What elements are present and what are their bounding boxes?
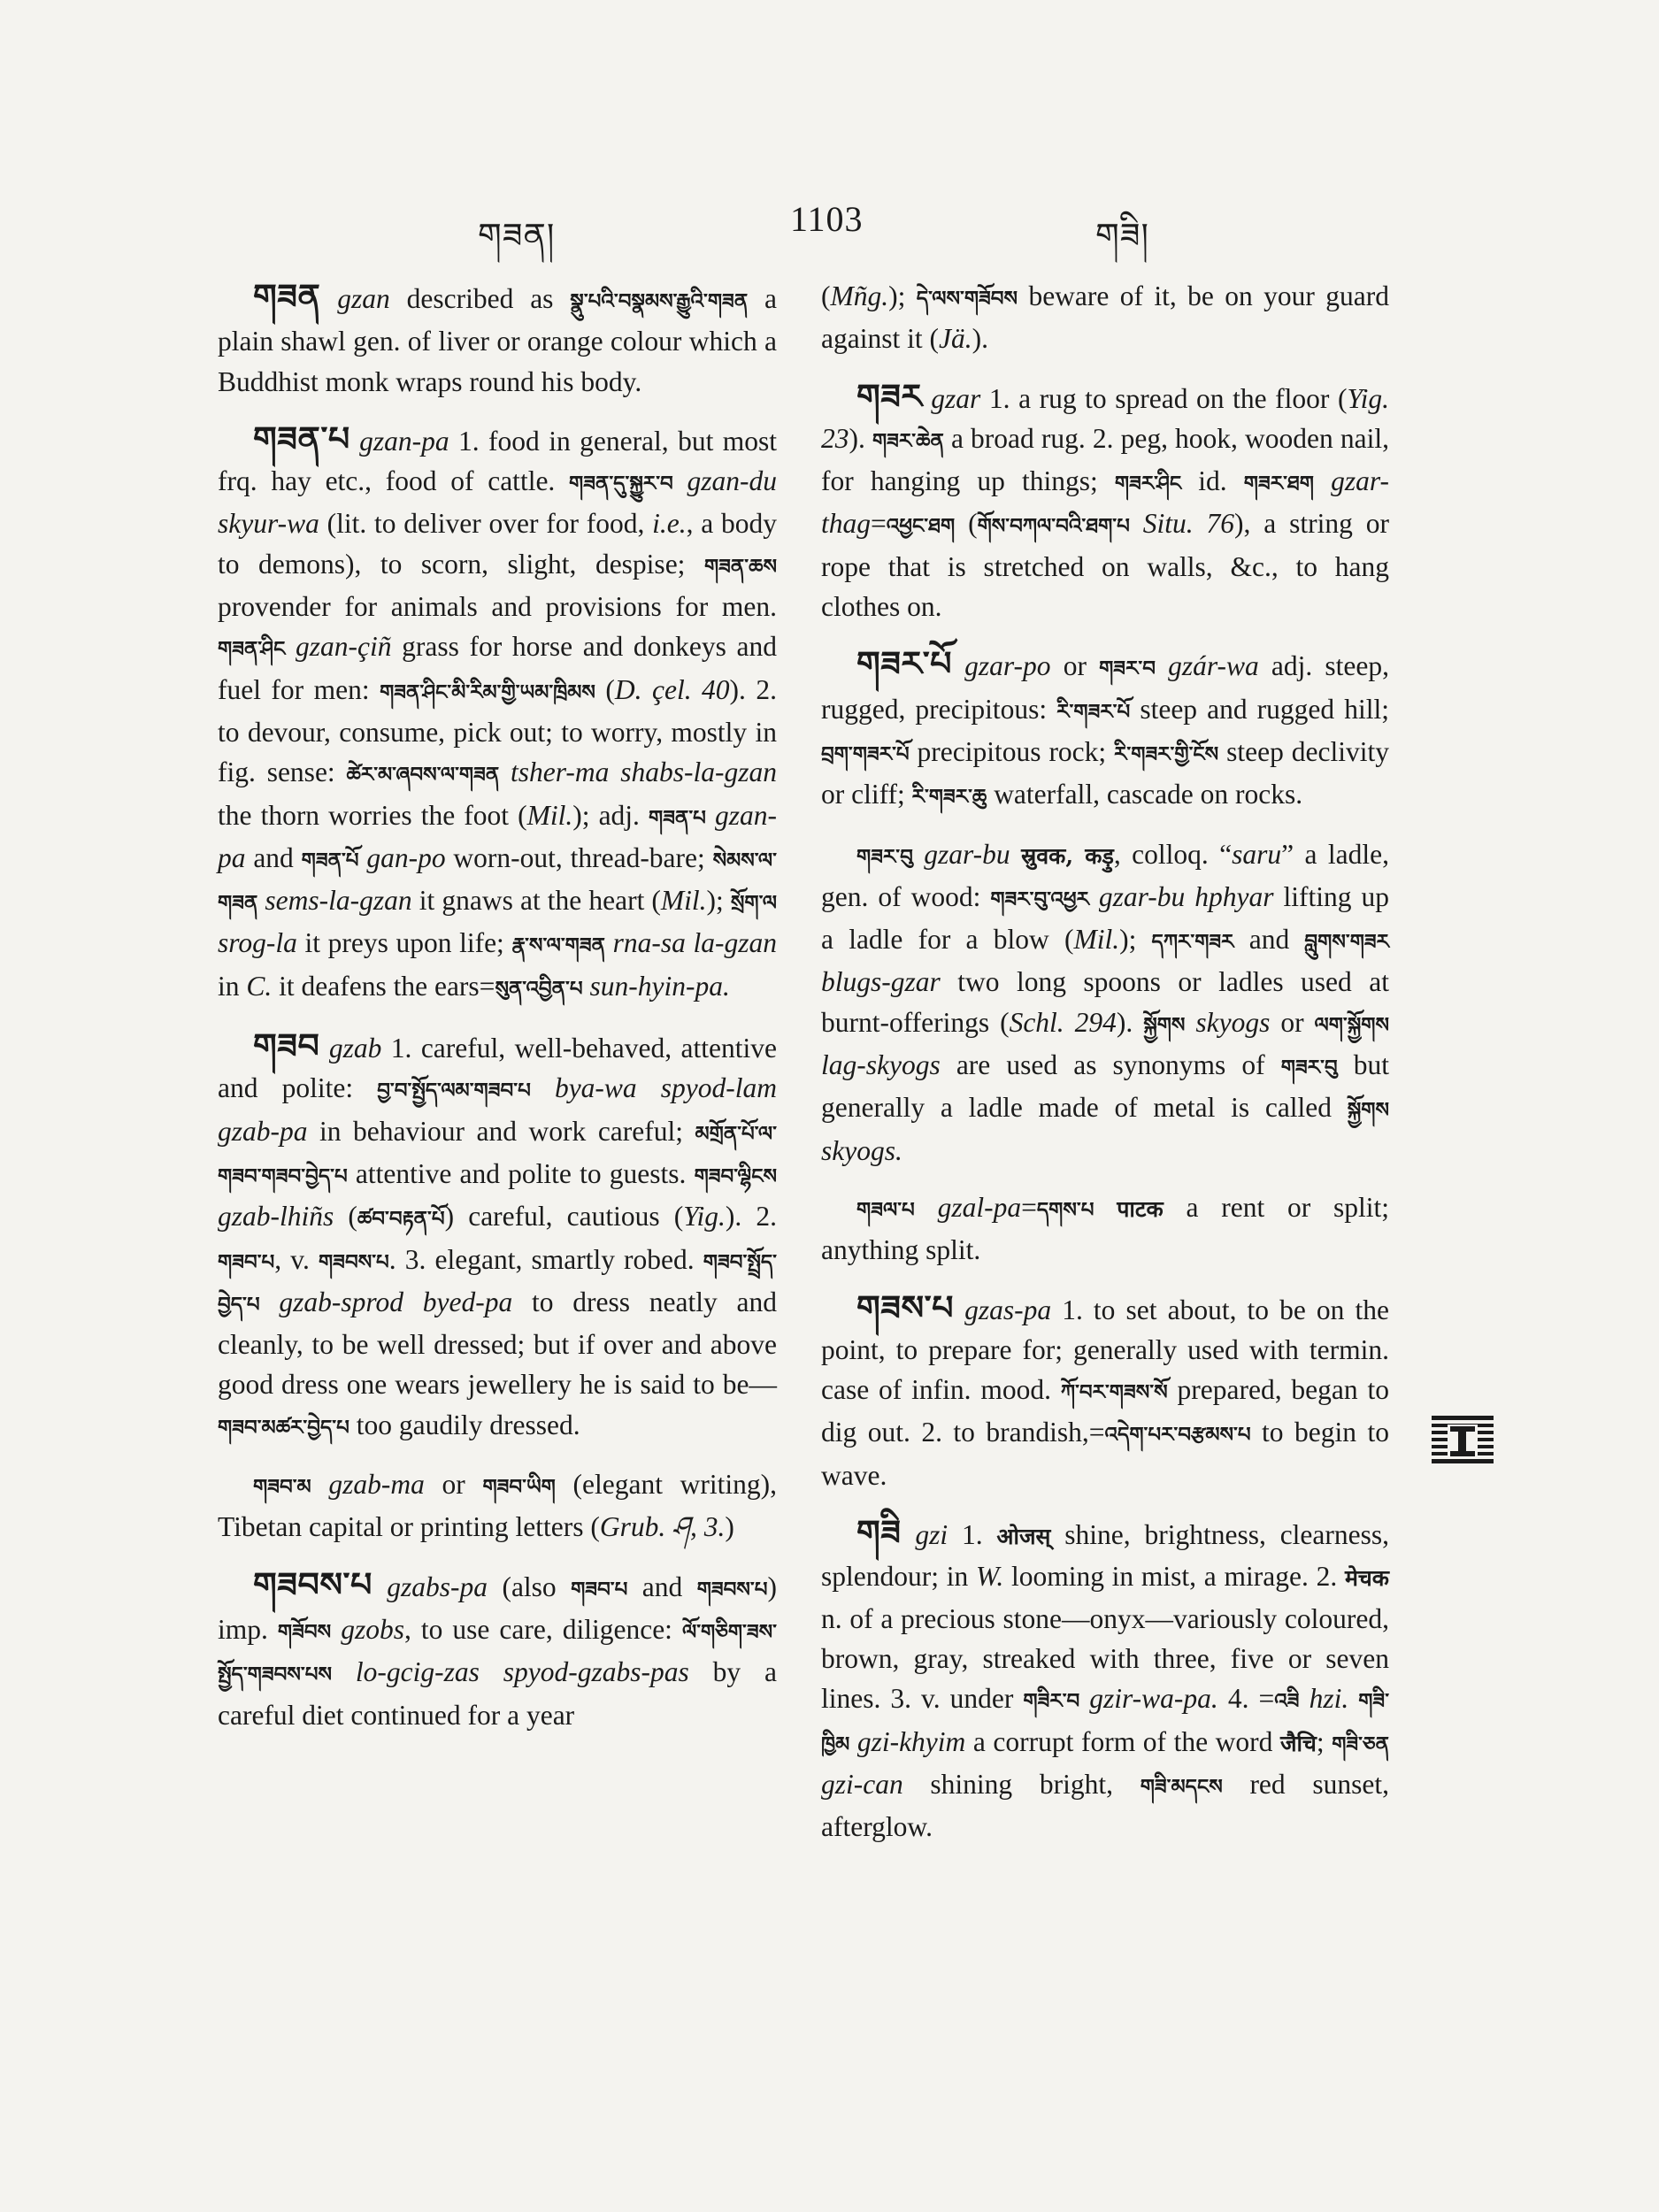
entry-text: grass for horse and donkeys and fuel for men: [218,631,778,705]
entry-text: ( [334,1201,357,1233]
entry-tibetan-text: ཀོ་བར་གཟས་སོ [1060,1380,1168,1405]
entry-text [954,1294,964,1325]
entry-tibetan-text: ཚབ་བརྟན་པོ [357,1207,445,1232]
entry-transliteration: srog-la [218,927,297,959]
entry-text [1094,1192,1117,1223]
entry-text [1010,839,1021,870]
dictionary-entry [821,1187,1389,1271]
entry-transliteration: i.e. [652,508,687,540]
entry-headword: གཟི [856,1512,902,1553]
entry-citation: Mñg. [830,280,889,311]
entry-tibetan-text: གཟན་པོ [301,848,359,872]
entry-text: and [245,841,302,873]
entry-text: , a body to demons), to scorn, slight, despise; [218,508,777,580]
entry-text [915,1192,938,1223]
entry-tibetan-text: རི་གཟར་གྱི་ངོས [1114,741,1219,766]
entry-tibetan-text: གཟབ་སྤྲོད་བྱེད་པ [218,1249,777,1317]
entry-headword: གཟས་པ [856,1286,955,1327]
entry-transliteration: gzan [337,283,390,314]
entry-tibetan-text: གཟབ་ཡིག [482,1475,556,1500]
entry-text: to dress neatly and cleanly, to be well dressed; but if over and above good dress one wears jewellery he is said to be— [218,1286,778,1401]
entry-text [952,650,964,681]
entry-tibetan-text: གཟབ་མ [253,1475,311,1500]
entry-text [311,1469,329,1500]
entry-tibetan-text: གཟབ་པ [571,1577,628,1601]
entry-text [1314,465,1331,496]
entry-text: lifting up a ladle for a blow ( [821,880,1389,956]
entry-transliteration: gzi-khyim [856,1725,966,1757]
entry-text: are used as synonyms of [940,1049,1281,1081]
dictionary-entry [821,1512,1389,1847]
entry-transliteration: gzi-can [821,1768,903,1800]
entry-transliteration: rna-sa la-gzan [612,927,778,959]
entry-text: shine, brightness, clearness, splendour; in [821,1519,1390,1593]
entry-tibetan-text: གཟན་ཤིང་མི་རིམ་གྱི་ཡམ་ཁྲིམས [380,680,595,704]
entry-text [531,1072,555,1103]
entry-transliteration: lag-skyogs [821,1049,941,1081]
entry-text: (elegant writing), Tibetan capital or printing letters ( [218,1469,778,1543]
entry-tibetan-text: གཟར་བུ [856,844,913,869]
entry-text: a broad rug. 2. peg, hook, wooden nail, for hanging up things; [821,422,1389,497]
entry-transliteration: sun-hyin-pa. [589,970,730,1002]
entry-tibetan-text: རྣ་ས་ལ་གཟན [511,933,605,958]
entry-transliteration: gzir-wa-pa. [1089,1683,1218,1715]
entry-tibetan-text: སྐྱོགས [1143,1012,1186,1037]
entry-citation: Yig. 23 [821,382,1390,454]
entry-text [1156,650,1168,681]
entry-tibetan-text: རི་གཟར་ཆུ [911,785,987,810]
entry-citation: W. [975,1561,1004,1593]
entry-text: or [1050,650,1100,682]
entry-text [320,283,337,314]
entry-transliteration: gzan-du skyur-wa [218,465,778,540]
entry-devanagari-text: पाटक [1117,1195,1164,1222]
entry-text: it deafens the ears= [272,970,495,1002]
entry-transliteration: gzan-pa [218,799,777,873]
entry-tibetan-text: དེ་ལས་གཟོབས [916,287,1018,311]
dictionary-entry [821,834,1389,1171]
running-head-right: གཟི། [1095,216,1149,255]
entry-citation: Situ. 76 [1142,508,1235,540]
entry-text: precipitous rock; [909,735,1115,767]
entry-transliteration: gzal-pa [937,1191,1022,1223]
entry-text: = [1021,1191,1037,1223]
entry-tibetan-text: ལོ་གཅིག་ཟས་སྤྱོད་གཟབས་པས [218,1619,777,1687]
entry-text: = [871,508,887,540]
dictionary-entry [821,376,1389,627]
entry-transliteration: gan-po [366,841,446,873]
entry-transliteration: sems-la-gzan [265,885,412,917]
entry-transliteration: bya-wa spyod-lam gzab-pa [218,1072,777,1147]
left-column [218,276,777,1752]
entry-tibetan-text: གཟི་ཅན [1332,1732,1389,1756]
entry-transliteration: gzab [328,1033,382,1064]
entry-transliteration: gzar-po [964,650,1051,682]
entry-devanagari-text: मेचक [1344,1565,1389,1592]
entry-text: waterfall, cascade on rocks. [987,779,1303,810]
entry-transliteration: gzar-bu hphyar [1098,880,1274,912]
entry-text: ). 2. [725,1201,777,1233]
entry-tibetan-text: མགྲོན་པོ་ལ་གཟབ་གཟབ་བྱེད་པ [218,1121,777,1188]
entry-text: . 3. elegant, smartly robed. [388,1243,703,1275]
entry-text [1300,1683,1310,1714]
entry-text: ), a string or rope that is stretched on walls, &c., to hang clothes on. [821,508,1389,623]
dictionary-entry [218,1564,777,1735]
entry-text: beware of it, be on your guard against it ( [821,280,1389,355]
entry-tibetan-text: གཟབ་མཚར་བྱེད་པ [218,1415,349,1440]
entry-text [319,1033,328,1064]
entry-tibetan-text: གཟན་ཤིང [218,637,286,662]
running-head-left: གཟན། [478,216,556,255]
entry-text: in [218,970,247,1002]
entry-citation: D. çel. 40 [614,673,730,705]
entry-text: steep declivity or cliff; [821,735,1389,810]
entry-text [706,800,715,831]
entry-text: a corrupt form of the word [965,1725,1280,1757]
entry-text: shining bright, [902,1768,1141,1800]
entry-text: ) [725,1511,734,1543]
entry-tibetan-text: འཟི [1274,1689,1300,1714]
entry-tibetan-text: བྱ་བ་སྤྱོད་ལམ་གཟབ་པ [377,1079,531,1103]
entry-tibetan-text: སྐྱོགས [1347,1098,1389,1123]
dictionary-entry [821,276,1389,359]
entry-tibetan-text: སྣུ་པའི་བསྣམས་རྒྱུའི་གཟན [570,289,749,313]
entry-text: or [424,1469,483,1501]
entry-text: ); adj. [572,799,649,831]
entry-tibetan-text: བྲག་གཟར་པོ [821,741,910,766]
entry-headword: གཟབ [253,1025,320,1066]
entry-tibetan-text: གོས་བཀལ་བའི་ཐག་པ [977,514,1130,539]
entry-text: ( [595,673,615,705]
entry-text: ). [849,422,872,454]
thumb-index-tab-icon [1432,1412,1494,1467]
entry-text: 1. to set about, to be on the point, to prepare for; generally used with termin. case of infin. mood. [821,1294,1389,1406]
entry-text: 1. careful, well-behaved, attentive and polite: [218,1033,777,1104]
entry-text: described as [389,283,571,314]
entry-text: , v. [274,1243,319,1275]
entry-tibetan-text: བླུགས་གཟར [1304,930,1389,955]
entry-text: red sunset, afterglow. [821,1768,1389,1843]
right-column [821,276,1389,1863]
dictionary-entry [218,419,777,1009]
entry-text [332,1656,356,1687]
entry-text: ); [888,280,917,311]
entry-transliteration: gzar-bu [924,838,1010,870]
entry-tibetan-text: གཟལ་པ [856,1197,915,1222]
entry-text: looming in mist, a mirage. 2. [1003,1561,1345,1593]
entry-tibetan-text: གཟི་མདངས [1140,1774,1223,1799]
entry-headword: གཟར [856,375,923,416]
entry-text: 1. [948,1519,997,1551]
entry-text [1089,881,1099,912]
entry-tibetan-text: སུན་འབྱིན་པ [495,976,583,1001]
entry-text [331,1614,341,1645]
entry-text: too gaudily dressed. [349,1409,580,1440]
dictionary-entry [821,643,1389,817]
entry-transliteration: gzan-çiñ [296,631,392,663]
entry-text: to begin to wave. [821,1417,1389,1491]
entry-text: worn-out, thread-bare; [445,841,713,873]
entry-tibetan-text: གཟོབས [277,1619,332,1644]
entry-tibetan-text: ལག་སྐྱོགས [1314,1012,1390,1037]
entry-tibetan-text: སེམས་ལ་གཟན [218,848,777,916]
entry-tibetan-text: གཟིར་བ [1023,1689,1080,1714]
entry-text [1185,1007,1195,1038]
entry-text: steep and rugged hill; [1130,693,1389,725]
entry-transliteration: lo-gcig-zas spyod-gzabs-pas [355,1656,689,1688]
entry-transliteration: gzár-wa [1168,650,1259,682]
entry-tibetan-text: སྲོག་ལ [730,891,777,916]
entry-text: it gnaws at the heart ( [411,885,661,917]
entry-text [1079,1683,1089,1714]
entry-text: and [1233,924,1305,956]
entry-tibetan-text: གཟར་ཆེན [872,428,944,453]
entry-text: attentive and polite to guests. [347,1157,695,1189]
entry-transliteration: gzab-ma [328,1469,425,1501]
entry-text: ). [1116,1006,1144,1038]
entry-transliteration: saru [1232,838,1282,870]
entry-tibetan-text: ཚེར་མ་ཞབས་ལ་གཟན [346,763,500,787]
entry-text: ; [1316,1725,1333,1757]
entry-text [1348,1683,1358,1714]
entry-text [373,1571,387,1602]
entry-text: adj. steep, rugged, precipitous: [821,650,1389,725]
entry-citation: Schl. 294 [1009,1006,1117,1038]
entry-citation: C. [246,970,273,1002]
entry-text: ” a ladle, gen. of wood: [821,838,1390,912]
entry-text: but generally a ladle made of metal is called [821,1049,1389,1124]
entry-transliteration: gzab-lhiñs [218,1201,334,1233]
entry-tibetan-text: གཟན་པ [649,805,706,830]
entry-text [673,465,687,496]
entry-transliteration: gzan-pa [359,425,449,457]
dictionary-entry [821,1287,1389,1495]
entry-text: by a careful diet continued for a year [218,1656,778,1731]
entry-text: , to use care, diligence: [403,1613,682,1645]
entry-citation: Jä. [938,323,972,355]
entry-transliteration: gzi [915,1519,949,1551]
entry-text: prepared, began to dig out. 2. to brandish,= [821,1374,1389,1448]
entry-headword: གཟབས་པ [253,1563,373,1604]
entry-text [499,757,511,787]
entry-text [260,1286,280,1317]
entry-text: and [627,1571,697,1602]
entry-transliteration: gzar-thag [821,465,1389,540]
entry-tibetan-text: གཟི་ཁྱིམ [821,1689,1390,1756]
entry-headword: གཟར་པོ [856,643,953,684]
entry-tibetan-text: གཟར་བ [1099,657,1156,681]
entry-tibetan-text: གཟབ་པ [218,1249,275,1274]
entry-text [350,426,359,457]
entry-tibetan-text: འཕྱང་ཐག [886,514,956,539]
entry-citation: Grub. ཤ, 3. [599,1511,726,1543]
entry-citation: Mil. [660,885,707,917]
entry-transliteration: gzas-pa [964,1294,1052,1325]
entry-tibetan-text: གཟར་བུ་འཕྱར [990,887,1089,911]
entry-text: n. of a precious stone—onyx—variously coloured, brown, gray, streaked with three, five or seven lines. 3. v. under [821,1602,1389,1715]
entry-transliteration: gzar [931,382,981,414]
entry-text: ( [821,280,831,311]
entry-devanagari-text: जैचि [1279,1730,1317,1756]
entry-text: the thorn worries the foot ( [218,799,527,831]
page-number: 1103 [790,199,864,239]
entry-text: 1. a rug to spread on the floor ( [980,382,1348,414]
entry-headword: གཟན་པ [253,418,350,458]
entry-text: 1. food in general, but most frq. hay etc., food of cattle. [218,425,777,497]
entry-text [923,383,932,414]
entry-text: ); [1119,924,1152,956]
entry-transliteration: skyogs [1195,1006,1271,1038]
entry-text [1130,508,1143,539]
entry-tibetan-text: དཀར་གཟར [1151,930,1234,955]
entry-headword: གཟན [253,276,321,316]
entry-citation: Mil. [526,799,573,831]
entry-text [913,839,924,870]
entry-tibetan-text: གཟར་ཐག [1243,472,1314,496]
entry-text: ). [972,323,988,355]
entry-tibetan-text: གཟན་ཆས [703,554,777,579]
entry-devanagari-text: स्रुवक, कड़ु [1021,842,1114,869]
entry-text: a rent or split; anything split. [821,1191,1390,1266]
entry-text [285,631,296,662]
entry-text: a plain shawl gen. of liver or orange colour which a Buddhist monk wraps round his body. [218,283,778,397]
entry-text: ); [706,885,731,917]
entry-transliteration: skyogs. [821,1134,902,1166]
entry-tibetan-text: གཟར་ཤིང [1114,472,1182,496]
entry-devanagari-text: ओजस् [996,1524,1051,1550]
entry-text: , colloq. “ [1113,838,1233,870]
entry-citation: Mil. [1073,924,1120,956]
entry-text: ) imp. [218,1571,777,1645]
entry-tibetan-text: གཟབས་པ [318,1249,389,1274]
entry-transliteration: gzab-sprod byed-pa [279,1286,513,1317]
entry-tibetan-text: གཟབས་པ [696,1577,768,1601]
entry-text: ) careful, cautious ( [444,1201,684,1233]
dictionary-entry [218,1464,777,1548]
entry-text [849,1726,857,1757]
entry-transliteration: gzobs [341,1613,404,1645]
entry-text: (also [488,1571,572,1602]
entry-text: it preys upon life; [296,927,512,959]
entry-transliteration: hzi. [1309,1683,1349,1715]
entry-transliteration: gzabs-pa [387,1571,488,1602]
entry-text: ). 2. to devour, consume, pick out; to worry, mostly in fig. sense: [218,673,777,788]
entry-text [605,927,613,958]
entry-tibetan-text: གཟབ་ལྷིངས [694,1164,777,1188]
entry-text: ( [955,508,978,540]
entry-text: provender for animals and provisions for men. [218,591,777,623]
entry-tibetan-text: རི་གཟར་པོ [1056,699,1131,724]
entry-text: two long spoons or ladles used at burnt-offerings ( [821,966,1389,1038]
entry-citation: Yig. [683,1201,726,1233]
entry-tibetan-text: དགས་པ [1036,1197,1094,1222]
entry-text: in behaviour and work careful; [307,1115,695,1147]
entry-text: (lit. to deliver over for food, [319,508,653,540]
entry-transliteration: blugs-gzar [821,966,941,998]
dictionary-entry [218,1025,777,1448]
entry-text: 4. = [1217,1683,1275,1715]
entry-tibetan-text: གཟར་བུ [1280,1056,1338,1080]
entry-transliteration: tsher-ma shabs-la-gzan [511,757,777,788]
entry-tibetan-text: འདེག་པར་བརྩམས་པ [1104,1423,1251,1448]
dictionary-entry [218,276,777,402]
entry-tibetan-text: གཟན་དུ་སྐྱུར་བ [569,472,673,496]
entry-text [902,1519,916,1550]
entry-text: or [1270,1006,1315,1038]
entry-text: id. [1181,465,1244,497]
